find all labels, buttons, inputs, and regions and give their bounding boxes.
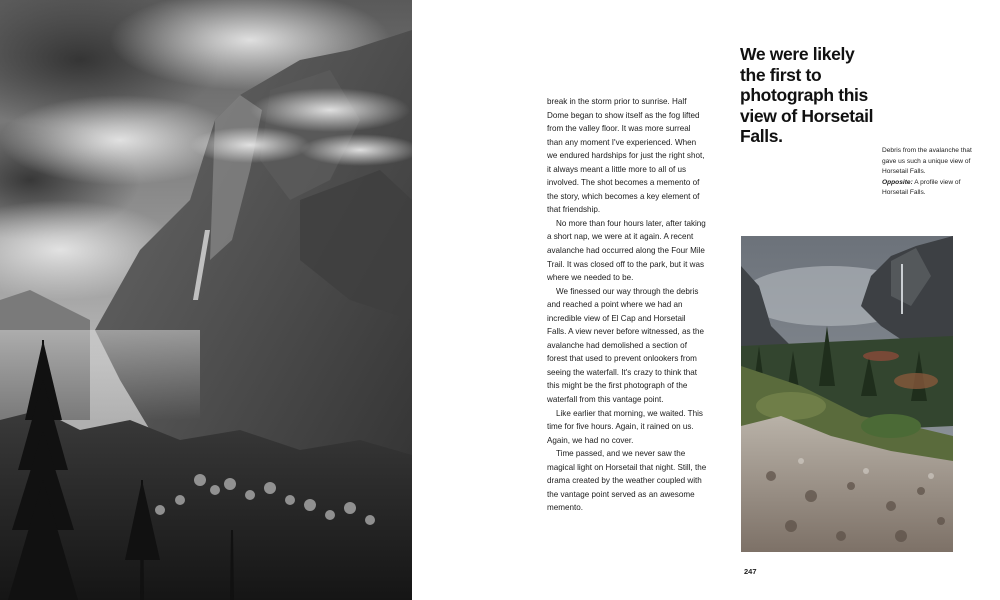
body-paragraph: break in the storm prior to sunrise. Half Dome began to show itself as the fog lifted from the valley floor. It was more surreal than any moment I've experienced. When we endured hardships for just the right shot, it always meant a little more to all of us involved. The shot becomes a memento of the story, which becomes a key element of that friendship.	[547, 97, 705, 215]
caption-label-text: A profile view of Horsetail Falls.	[882, 178, 961, 197]
caption-label: Opposite:	[882, 178, 913, 186]
right-page	[412, 0, 1000, 600]
photo-caption	[882, 146, 978, 199]
horsetail-falls-photograph	[741, 236, 953, 552]
pull-quote: We were likely the first to photograph this view of Horsetail Falls.	[740, 44, 874, 146]
page-number: 247	[744, 567, 757, 576]
el-capitan-bw-image	[0, 0, 412, 600]
avalanche-debris-color-image	[741, 236, 953, 552]
body-text-column	[547, 95, 707, 515]
body-paragraph: No more than four hours later, after taking a short nap, we were at it again. A recent avalanche had occurred along the Four Mile Trail. It was closed off to the park, but it was where we needed to be.	[547, 218, 706, 283]
caption-text: Debris from the avalanche that gave us such a unique view of Horsetail Falls.	[882, 147, 972, 176]
body-paragraph: We finessed our way through the debris and reached a point where we had an incredible view of El Cap and Horsetail Falls. A view never before witnessed, as the avalanche had demolished a section of forest that used to prevent onlookers from seeing the waterfall. It's crazy to think that this might be the first photograph of the waterfall from this vantage point.	[547, 286, 705, 405]
left-photograph	[0, 0, 412, 600]
body-paragraph: Time passed, and we never saw the magical light on Horsetail that night. Still, the drama created by the weather coupled with the vantage point served as an awesome memento.	[547, 449, 707, 513]
body-paragraph: Like earlier that morning, we waited. This time for five hours. Again, it rained on us. Again, we had no cover.	[547, 408, 703, 445]
